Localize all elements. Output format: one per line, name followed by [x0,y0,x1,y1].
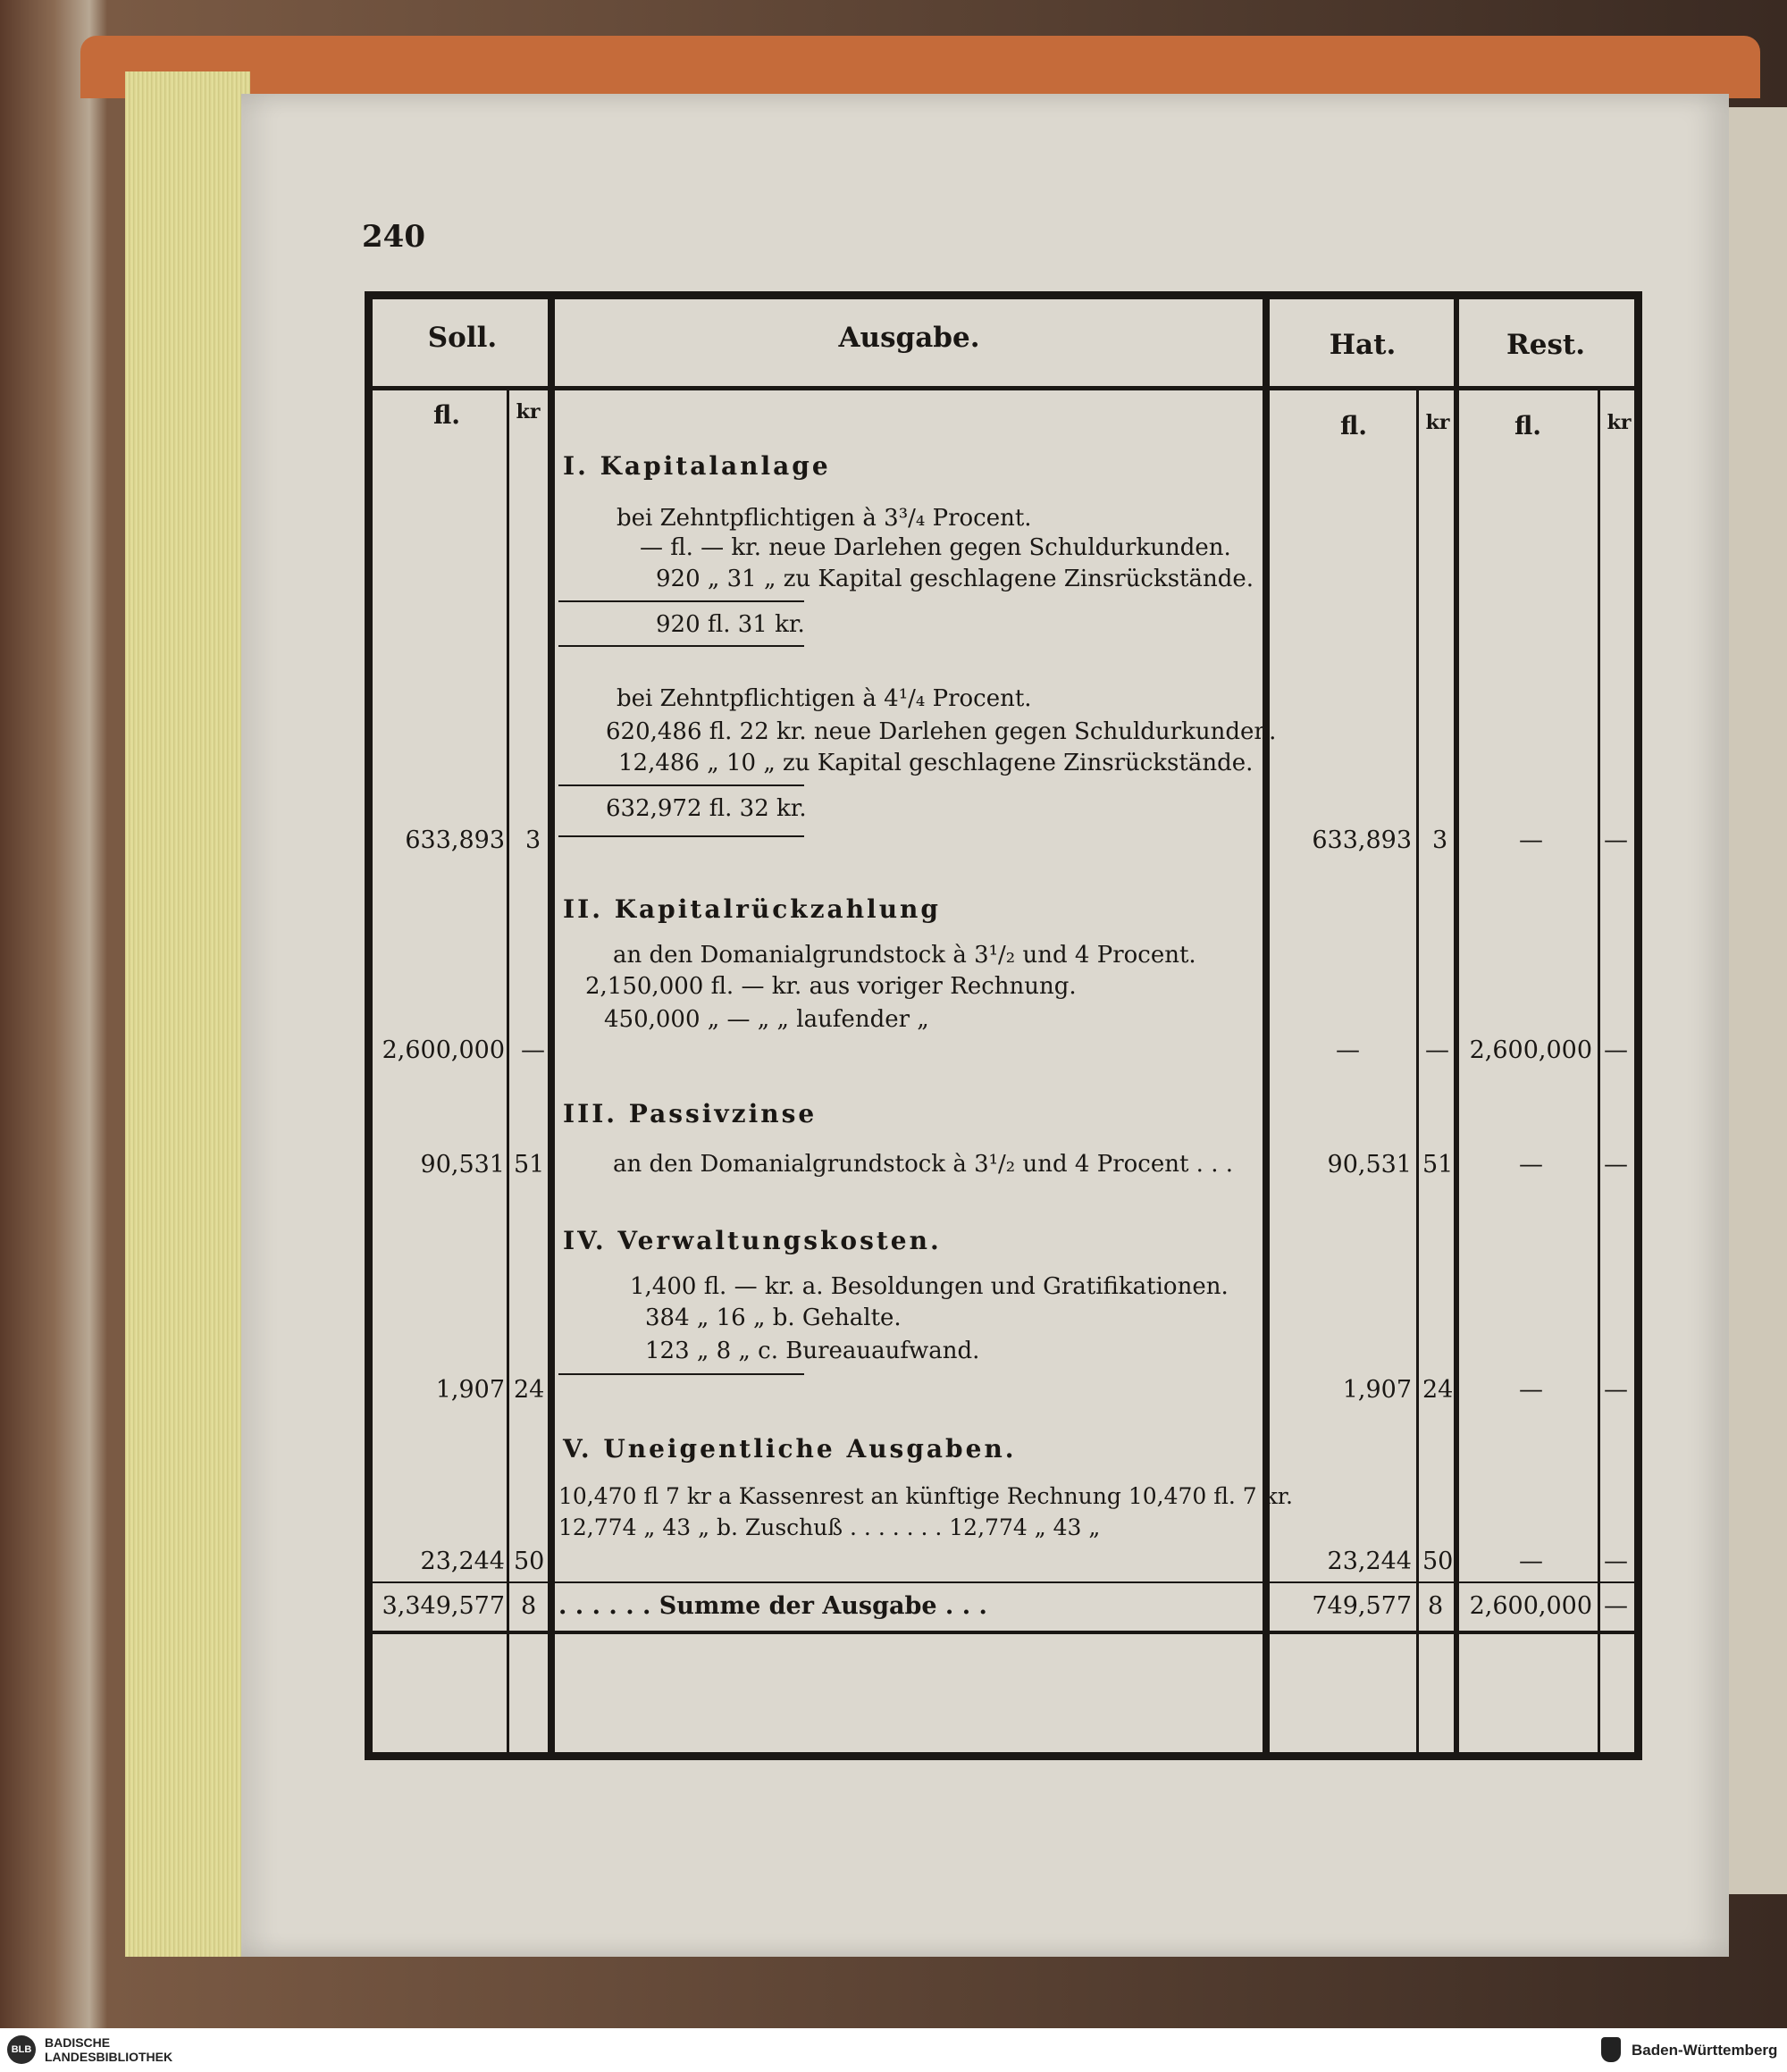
header-ausgabe: Ausgabe. [838,322,980,354]
section-1a-rule-bottom [558,645,804,647]
header-hat: Hat. [1329,329,1397,361]
header-soll: Soll. [427,322,498,354]
total-rest-fl: 2,600,000 [1469,1592,1592,1620]
subheader-hat-kr: kr [1425,411,1450,434]
section-2-soll-fl: 2,600,000 [382,1036,505,1064]
footer-bar [0,2028,1787,2072]
section-5-hat-kr: 50 [1422,1548,1454,1575]
header-rule [373,386,1634,390]
subheader-rest-fl: fl. [1514,411,1542,440]
section-2-rest-fl: 2,600,000 [1469,1036,1592,1064]
page-number: 240 [362,219,425,255]
section-3-hat-fl: 90,531 [1327,1151,1412,1179]
section-2-soll-kr: — [521,1036,545,1064]
book-cover-top-edge [80,36,1760,98]
section-1a-line-1: — fl. — kr. neue Darlehen gegen Schuldurkunden. [640,534,1231,561]
total-rule-bottom [373,1631,1634,1634]
section-1b-rule-top [558,784,804,786]
section-3-title: III. Passivzinse [563,1099,818,1128]
total-soll-fl: 3,349,577 [382,1592,505,1620]
section-2-line-1: 2,150,000 fl. — kr. aus voriger Rechnung. [585,973,1077,1000]
section-1-hat-kr: 3 [1432,826,1448,854]
section-3-soll-fl: 90,531 [420,1151,505,1179]
blb-library-name[interactable] [45,2035,172,2064]
section-5-line-2: 12,774 „ 43 „ b. Zuschuß . . . . . . . 12,774 „ 43 „ [558,1514,1101,1540]
subheader-soll-fl: fl. [432,400,461,430]
section-5-hat-fl: 23,244 [1327,1548,1412,1575]
total-rule-top [373,1581,1634,1583]
page-stack-edges [125,71,250,1957]
section-2-hat-fl: — [1336,1036,1360,1064]
section-3-hat-kr: 51 [1422,1151,1454,1179]
section-4-line-3: 123 „ 8 „ c. Bureauaufwand. [645,1338,980,1364]
section-3-rest-kr: — [1604,1151,1628,1179]
total-soll-kr: 8 [521,1592,537,1620]
section-5-title: V. Uneigentliche Ausgaben. [563,1434,1017,1464]
section-4-hat-kr: 24 [1422,1376,1454,1404]
section-4-rule [558,1373,804,1375]
subheader-soll-kr: kr [516,400,541,424]
col-rule-soll-kr [507,390,509,1760]
blb-line-1: BADISCHE [45,2035,111,2050]
section-4-soll-fl: 1,907 [435,1376,505,1404]
section-1-soll-fl: 633,893 [405,826,505,854]
section-4-rest-kr: — [1604,1376,1628,1404]
subheader-hat-fl: fl. [1339,411,1368,440]
section-1-soll-kr: 3 [525,826,541,854]
section-1a-heading: bei Zehntpflichtigen à 3³/₄ Procent. [617,505,1032,532]
section-2-title: II. Kapitalrückzahlung [563,894,941,924]
section-3-soll-kr: 51 [514,1151,545,1179]
col-rule-soll-right [548,295,555,1760]
section-1a-total: 920 fl. 31 kr. [656,611,805,638]
section-1-rest-fl: — [1519,826,1543,854]
total-hat-kr: 8 [1428,1592,1444,1620]
section-1-rest-kr: — [1604,826,1628,854]
header-rest: Rest. [1506,329,1586,361]
blb-logo-icon[interactable]: BLB [7,2035,36,2064]
coat-of-arms-icon [1601,2037,1621,2062]
section-1-hat-fl: 633,893 [1312,826,1412,854]
section-2-hat-kr: — [1425,1036,1449,1064]
baden-wuerttemberg-label[interactable]: Baden-Württemberg [1632,2042,1778,2059]
section-3-line-1: an den Domanialgrundstock à 3¹/₂ und 4 Procent . . . [613,1151,1234,1178]
section-4-title: IV. Verwaltungskosten. [563,1226,942,1255]
section-1a-line-2: 920 „ 31 „ zu Kapital geschlagene Zinsrückstände. [656,566,1254,592]
section-5-soll-fl: 23,244 [420,1548,505,1575]
section-4-soll-kr: 24 [514,1376,545,1404]
section-5-soll-kr: 50 [514,1548,545,1575]
section-1-title: I. Kapitalanlage [563,451,831,481]
section-5-rest-fl: — [1519,1548,1543,1575]
col-rule-rest-left [1454,295,1459,1760]
total-label: . . . . . . Summe der Ausgabe . . . [558,1592,987,1620]
section-1b-rule-bottom [558,835,804,837]
total-rest-kr: — [1604,1592,1628,1620]
section-1b-line-2: 12,486 „ 10 „ zu Kapital geschlagene Zinsrückstände. [618,750,1254,776]
col-rule-hat-kr [1416,390,1419,1760]
section-2-heading: an den Domanialgrundstock à 3¹/₂ und 4 Procent. [613,942,1196,969]
section-1b-heading: bei Zehntpflichtigen à 4¹/₄ Procent. [617,685,1032,712]
section-5-rest-kr: — [1604,1548,1628,1575]
total-hat-fl: 749,577 [1312,1592,1412,1620]
section-4-line-2: 384 „ 16 „ b. Gehalte. [645,1304,902,1331]
section-4-line-1: 1,400 fl. — kr. a. Besoldungen und Gratifikationen. [630,1273,1229,1300]
section-5-line-1: 10,470 fl 7 kr a Kassenrest an künftige Rechnung 10,470 fl. 7 kr. [558,1483,1293,1509]
section-2-rest-kr: — [1604,1036,1628,1064]
section-3-rest-fl: — [1519,1151,1543,1179]
subheader-rest-kr: kr [1607,411,1632,434]
blb-line-2: LANDESBIBLIOTHEK [45,2050,173,2064]
section-4-rest-fl: — [1519,1376,1543,1404]
section-1b-line-1: 620,486 fl. 22 kr. neue Darlehen gegen Schuldurkunden. [606,718,1277,745]
section-4-hat-fl: 1,907 [1342,1376,1412,1404]
section-2-line-2: 450,000 „ — „ „ laufender „ [604,1006,929,1033]
section-1a-rule-top [558,600,804,602]
col-rule-rest-kr [1598,390,1600,1760]
section-1b-total: 632,972 fl. 32 kr. [606,795,807,822]
col-rule-hat-left [1263,295,1270,1760]
facing-page-edge [1724,107,1787,1894]
